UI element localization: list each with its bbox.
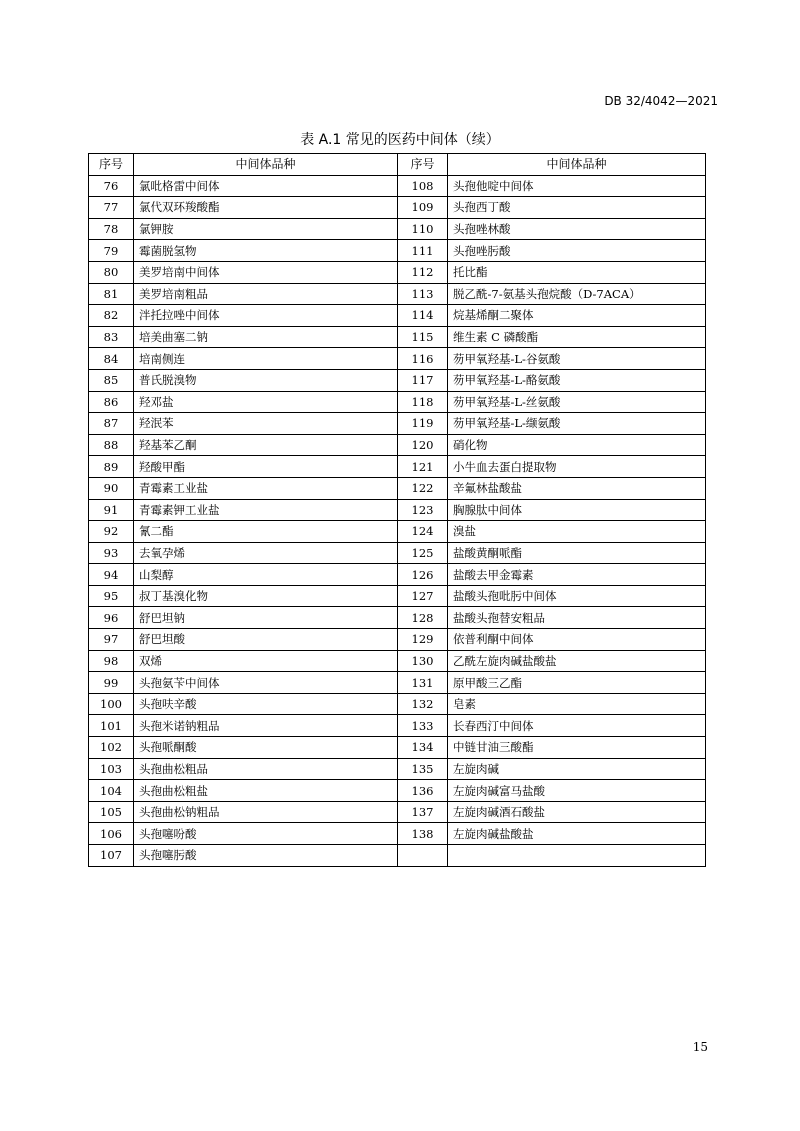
name-cell-right: 胸腺肽中间体 <box>448 499 706 521</box>
seq-cell-left: 97 <box>89 629 134 651</box>
table-row <box>89 607 706 629</box>
name-cell-right: 依普利酮中间体 <box>448 629 706 651</box>
seq-cell-left: 92 <box>89 521 134 543</box>
table-row <box>89 175 706 197</box>
table-row <box>89 477 706 499</box>
name-cell-left: 青霉素钾工业盐 <box>134 499 398 521</box>
seq-cell-right: 138 <box>398 823 448 845</box>
table-row <box>89 197 706 219</box>
name-cell-left: 氰二酯 <box>134 521 398 543</box>
seq-cell-right: 131 <box>398 672 448 694</box>
name-cell-right: 托比酯 <box>448 261 706 283</box>
name-cell-right: 左旋肉碱 <box>448 758 706 780</box>
table-row <box>89 542 706 564</box>
seq-cell-right: 135 <box>398 758 448 780</box>
name-cell-left: 舒巴坦酸 <box>134 629 398 651</box>
seq-cell-left: 98 <box>89 650 134 672</box>
seq-cell-right: 122 <box>398 477 448 499</box>
name-cell-left: 去氧孕烯 <box>134 542 398 564</box>
name-cell-right: 长春西汀中间体 <box>448 715 706 737</box>
table-row <box>89 758 706 780</box>
table-row <box>89 456 706 478</box>
name-cell-right: 脱乙酰-7-氨基头孢烷酸（D-7ACA） <box>448 283 706 305</box>
table-row <box>89 672 706 694</box>
name-cell-left: 泮托拉唑中间体 <box>134 305 398 327</box>
seq-cell-right: 109 <box>398 197 448 219</box>
seq-cell-right: 114 <box>398 305 448 327</box>
seq-cell-left: 81 <box>89 283 134 305</box>
intermediates-table <box>88 153 706 867</box>
name-cell-left: 头孢氨苄中间体 <box>134 672 398 694</box>
table-row <box>89 218 706 240</box>
table-row <box>89 521 706 543</box>
name-cell-left: 培南侧连 <box>134 348 398 370</box>
name-cell-right: 左旋肉碱富马盐酸 <box>448 780 706 802</box>
name-cell-left: 氯代双环羧酸酯 <box>134 197 398 219</box>
name-cell-left: 头孢哌酮酸 <box>134 737 398 759</box>
seq-cell-left: 86 <box>89 391 134 413</box>
name-cell-right: 芴甲氧羟基-L-酪氨酸 <box>448 369 706 391</box>
name-cell-right: 溴盐 <box>448 521 706 543</box>
table-row <box>89 391 706 413</box>
table-row <box>89 283 706 305</box>
seq-cell-right: 128 <box>398 607 448 629</box>
table-row <box>89 693 706 715</box>
table-row <box>89 240 706 262</box>
name-cell-right <box>448 845 706 867</box>
table-row <box>89 305 706 327</box>
name-cell-right: 乙酰左旋肉碱盐酸盐 <box>448 650 706 672</box>
name-cell-right: 头孢他啶中间体 <box>448 175 706 197</box>
seq-cell-left: 79 <box>89 240 134 262</box>
seq-cell-right: 113 <box>398 283 448 305</box>
seq-cell-right: 136 <box>398 780 448 802</box>
seq-cell-right: 116 <box>398 348 448 370</box>
name-cell-right: 硝化物 <box>448 434 706 456</box>
header-name-right: 中间体品种 <box>448 154 706 176</box>
name-cell-left: 头孢呋辛酸 <box>134 693 398 715</box>
name-cell-left: 美罗培南中间体 <box>134 261 398 283</box>
seq-cell-right: 124 <box>398 521 448 543</box>
seq-cell-left: 101 <box>89 715 134 737</box>
seq-cell-left: 89 <box>89 456 134 478</box>
seq-cell-left: 80 <box>89 261 134 283</box>
seq-cell-right: 133 <box>398 715 448 737</box>
name-cell-right: 盐酸去甲金霉素 <box>448 564 706 586</box>
table-row <box>89 629 706 651</box>
table-caption: 表 A.1 常见的医药中间体（续） <box>300 132 500 148</box>
table-row <box>89 780 706 802</box>
name-cell-right: 左旋肉碱盐酸盐 <box>448 823 706 845</box>
name-cell-right: 盐酸头孢吡肟中间体 <box>448 585 706 607</box>
table-row <box>89 585 706 607</box>
seq-cell-left: 107 <box>89 845 134 867</box>
header-name-left: 中间体品种 <box>134 154 398 176</box>
name-cell-left: 头孢米诺钠粗品 <box>134 715 398 737</box>
seq-cell-right: 130 <box>398 650 448 672</box>
name-cell-right: 盐酸黄酮哌酯 <box>448 542 706 564</box>
seq-cell-right: 127 <box>398 585 448 607</box>
seq-cell-left: 77 <box>89 197 134 219</box>
table-row <box>89 499 706 521</box>
document-code: DB 32/4042—2021 <box>604 94 718 108</box>
table-row <box>89 715 706 737</box>
name-cell-right: 烷基烯酮二聚体 <box>448 305 706 327</box>
table-row <box>89 348 706 370</box>
name-cell-left: 山梨醇 <box>134 564 398 586</box>
seq-cell-right: 137 <box>398 801 448 823</box>
seq-cell-left: 104 <box>89 780 134 802</box>
seq-cell-left: 95 <box>89 585 134 607</box>
name-cell-right: 芴甲氧羟基-L-谷氨酸 <box>448 348 706 370</box>
table-row <box>89 650 706 672</box>
seq-cell-left: 100 <box>89 693 134 715</box>
name-cell-right: 中链甘油三酸酯 <box>448 737 706 759</box>
seq-cell-right: 132 <box>398 693 448 715</box>
name-cell-right: 左旋肉碱酒石酸盐 <box>448 801 706 823</box>
seq-cell-left: 83 <box>89 326 134 348</box>
name-cell-right: 芴甲氧羟基-L-丝氨酸 <box>448 391 706 413</box>
name-cell-left: 羟邓盐 <box>134 391 398 413</box>
seq-cell-left: 78 <box>89 218 134 240</box>
name-cell-left: 双烯 <box>134 650 398 672</box>
table-row <box>89 369 706 391</box>
seq-cell-right: 111 <box>398 240 448 262</box>
name-cell-left: 霉菌脱氢物 <box>134 240 398 262</box>
name-cell-left: 羟酸甲酯 <box>134 456 398 478</box>
seq-cell-right <box>398 845 448 867</box>
name-cell-right: 头孢西丁酸 <box>448 197 706 219</box>
seq-cell-left: 105 <box>89 801 134 823</box>
name-cell-right: 辛氟林盐酸盐 <box>448 477 706 499</box>
name-cell-right: 头孢唑肟酸 <box>448 240 706 262</box>
name-cell-left: 青霉素工业盐 <box>134 477 398 499</box>
name-cell-left: 羟基苯乙酮 <box>134 434 398 456</box>
seq-cell-right: 118 <box>398 391 448 413</box>
header-seq-left: 序号 <box>89 154 134 176</box>
table-row <box>89 413 706 435</box>
name-cell-right: 头孢唑林酸 <box>448 218 706 240</box>
seq-cell-left: 102 <box>89 737 134 759</box>
seq-cell-left: 84 <box>89 348 134 370</box>
seq-cell-right: 108 <box>398 175 448 197</box>
name-cell-right: 维生素 C 磷酸酯 <box>448 326 706 348</box>
page-number: 15 <box>692 1040 708 1054</box>
seq-cell-left: 93 <box>89 542 134 564</box>
seq-cell-right: 121 <box>398 456 448 478</box>
name-cell-right: 小牛血去蛋白提取物 <box>448 456 706 478</box>
seq-cell-right: 112 <box>398 261 448 283</box>
seq-cell-left: 96 <box>89 607 134 629</box>
seq-cell-right: 125 <box>398 542 448 564</box>
seq-cell-left: 103 <box>89 758 134 780</box>
name-cell-left: 叔丁基溴化物 <box>134 585 398 607</box>
table-header-row <box>89 154 706 176</box>
seq-cell-right: 129 <box>398 629 448 651</box>
seq-cell-left: 88 <box>89 434 134 456</box>
seq-cell-right: 126 <box>398 564 448 586</box>
seq-cell-left: 87 <box>89 413 134 435</box>
seq-cell-left: 85 <box>89 369 134 391</box>
table-row <box>89 823 706 845</box>
name-cell-left: 氯吡格雷中间体 <box>134 175 398 197</box>
seq-cell-left: 94 <box>89 564 134 586</box>
seq-cell-right: 110 <box>398 218 448 240</box>
name-cell-left: 头孢曲松粗盐 <box>134 780 398 802</box>
name-cell-right: 芴甲氧羟基-L-缬氨酸 <box>448 413 706 435</box>
seq-cell-right: 123 <box>398 499 448 521</box>
seq-cell-left: 99 <box>89 672 134 694</box>
table-row <box>89 326 706 348</box>
seq-cell-right: 115 <box>398 326 448 348</box>
header-seq-right: 序号 <box>398 154 448 176</box>
name-cell-left: 普氏脱溴物 <box>134 369 398 391</box>
seq-cell-right: 119 <box>398 413 448 435</box>
name-cell-left: 头孢噻吩酸 <box>134 823 398 845</box>
name-cell-left: 培美曲塞二钠 <box>134 326 398 348</box>
name-cell-left: 羟泯苯 <box>134 413 398 435</box>
seq-cell-left: 106 <box>89 823 134 845</box>
seq-cell-left: 76 <box>89 175 134 197</box>
name-cell-left: 头孢噻肟酸 <box>134 845 398 867</box>
name-cell-left: 头孢曲松钠粗品 <box>134 801 398 823</box>
table-row <box>89 801 706 823</box>
table-row <box>89 434 706 456</box>
table-row <box>89 845 706 867</box>
name-cell-left: 氯钾胺 <box>134 218 398 240</box>
table-row <box>89 737 706 759</box>
name-cell-left: 美罗培南粗品 <box>134 283 398 305</box>
name-cell-right: 盐酸头孢替安粗品 <box>448 607 706 629</box>
seq-cell-left: 90 <box>89 477 134 499</box>
table-row <box>89 261 706 283</box>
seq-cell-right: 120 <box>398 434 448 456</box>
seq-cell-left: 82 <box>89 305 134 327</box>
name-cell-left: 舒巴坦钠 <box>134 607 398 629</box>
name-cell-right: 原甲酸三乙酯 <box>448 672 706 694</box>
seq-cell-left: 91 <box>89 499 134 521</box>
name-cell-left: 头孢曲松粗品 <box>134 758 398 780</box>
table-row <box>89 564 706 586</box>
seq-cell-right: 117 <box>398 369 448 391</box>
name-cell-right: 皂素 <box>448 693 706 715</box>
seq-cell-right: 134 <box>398 737 448 759</box>
